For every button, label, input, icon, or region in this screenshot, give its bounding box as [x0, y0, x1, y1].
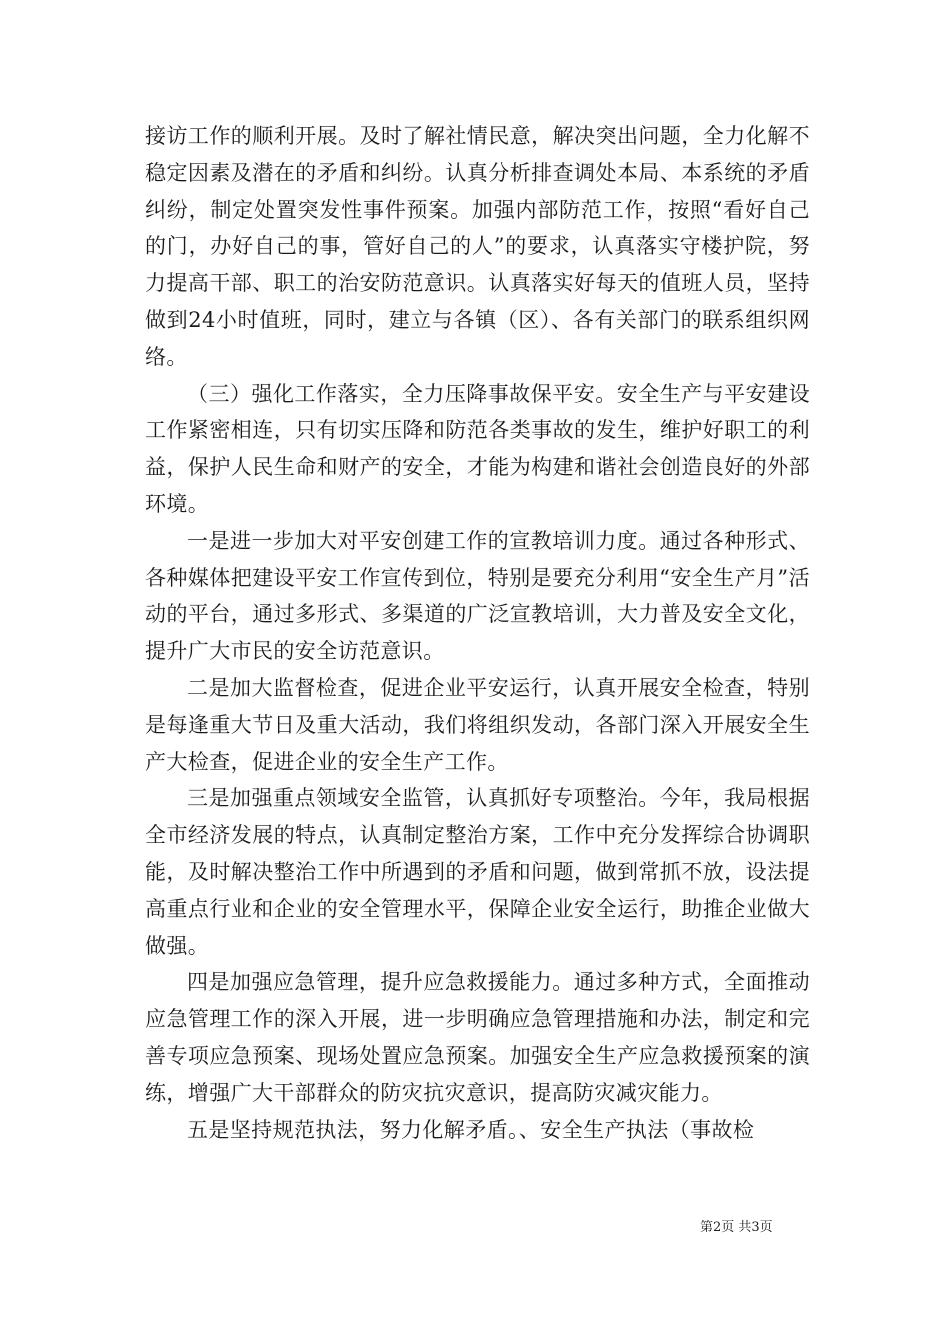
- paragraph-section-three: （三）强化工作落实，全力压降事故保平安。安全生产与平安建设工作紧密相连，只有切实压降和防范各类事故的发生，维护好职工的利益，保护人民生命和财产的安全，才能为构建和谐社会创造良好的外部环境。: [145, 381, 810, 516]
- paragraph-item-five: 五是坚持规范执法，努力化解矛盾。、安全生产执法（事故检: [187, 1117, 755, 1142]
- page-number-footer: 第2页 共3页: [700, 1220, 773, 1235]
- paragraph-item-two: 二是加大监督检查，促进企业平安运行，认真开展安全检查，特别是每逢重大节日及重大活动，我们将组织发动，各部门深入开展安全生产大检查，促进企业的安全生产工作。: [145, 675, 810, 774]
- paragraph-continued: 接访工作的顺利开展。及时了解社情民意，解决突出问题，全力化解不稳定因素及潜在的矛盾和纠纷。认真分析排查调处本局、本系统的矛盾纠纷，制定处置突发性事件预案。加强内部防范工作，按照“看好自己的门，办好自己的事，管好自己的人”的要求，认真落实守楼护院，努力提高干部、职工的治安防范意识。认真落实好每天的值班人员，坚持做到24小时值班，同时，建立与各镇（区）、各有关部门的联系组织网络。: [145, 124, 810, 369]
- paragraph-item-one: 一是进一步加大对平安创建工作的宣教培训力度。通过各种形式、各种媒体把建设平安工作宣传到位，特别是要充分利用“安全生产月”活动的平台，通过多形式、多渠道的广泛宣教培训，大力普及安全文化，提升广大市民的安全访范意识。: [145, 528, 810, 664]
- paragraph-item-four: 四是加强应急管理，提升应急救援能力。通过多种方式，全面推动应急管理工作的深入开展，进一步明确应急管理措施和办法，制定和完善专项应急预案、现场处置应急预案。加强安全生产应急救援预案的演练，增强广大干部群众的防灾抗灾意识，提高防灾减灾能力。: [145, 970, 810, 1105]
- paragraph-item-three: 三是加强重点领域安全监管，认真抓好专项整治。今年，我局根据全市经济发展的特点，认真制定整治方案，工作中充分发挥综合协调职能，及时解决整治工作中所遇到的矛盾和问题，做到常抓不放，设法提高重点行业和企业的安全管理水平，保障企业安全运行，助推企业做大做强。: [145, 786, 810, 958]
- document-body: [145, 118, 810, 1148]
